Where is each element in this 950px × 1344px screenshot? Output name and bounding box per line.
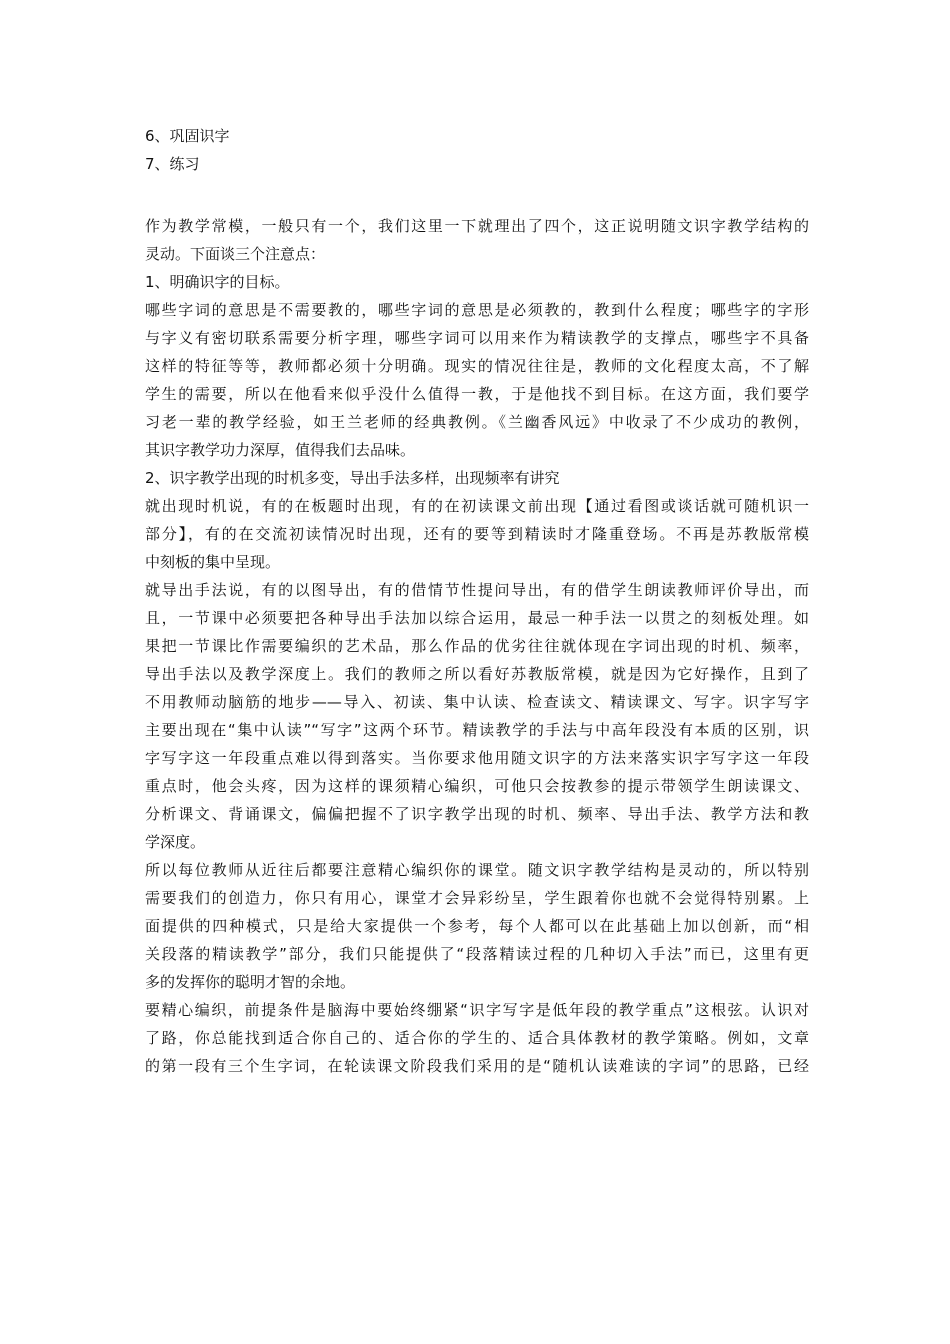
text-line: 了路，你总能找到适合你自己的、适合你的学生的、适合具体教材的教学策略。例如，文章 — [145, 1029, 809, 1047]
text-line: 作为教学常模，一般只有一个，我们这里一下就理出了四个，这正说明随文识字教学结构的 — [145, 217, 809, 235]
document-body — [145, 122, 809, 1080]
text-line: 习老一辈的教学经验，如王兰老师的经典教例。《兰幽香风远》中收录了不少成功的教例， — [145, 413, 809, 431]
paragraph — [145, 464, 809, 492]
text-line: 其识字教学功力深厚，值得我们去品味。 — [145, 441, 416, 459]
text-line: 部分】，有的在交流初读情况时出现，还有的要等到精读时才隆重登场。不再是苏教版常模 — [145, 525, 809, 543]
text-line: 重点时，他会头疼，因为这样的课须精心编织，可他只会按教参的提示带领学生朗读课文、 — [145, 777, 809, 795]
paragraph — [145, 212, 809, 268]
text-line: 主要出现在“集中认读”“写字”这两个环节。精读教学的手法与中高年段没有本质的区别，识 — [145, 721, 809, 739]
list-item: 6、巩固识字 — [145, 127, 230, 145]
text-line: 不用教师动脑筋的地步——导入、初读、集中认读、检查读文、精读课文、写字。识字写字 — [145, 693, 809, 711]
text-line: 所以每位教师从近往后都要注意精心编织你的课堂。随文识字教学结构是灵动的，所以特别 — [145, 861, 809, 879]
paragraph — [145, 996, 809, 1080]
text-line: 学深度。 — [145, 833, 206, 851]
text-line: 果把一节课比作需要编织的艺术品，那么作品的优劣往往就体现在字词出现的时机、频率， — [145, 637, 809, 655]
text-line: 与字义有密切联系需要分析字理，哪些字词可以用来作为精读教学的支撑点，哪些字不具备 — [145, 329, 809, 347]
paragraph — [145, 268, 809, 296]
text-line: 这样的特征等等，教师都必须十分明确。现实的情况往往是，教师的文化程度太高，不了解 — [145, 357, 809, 375]
text-line: 1、明确识字的目标。 — [145, 273, 290, 291]
paragraph — [145, 856, 809, 996]
text-line: 的第一段有三个生字词，在轮读课文阶段我们采用的是“随机认读难读的字词”的思路，已经 — [145, 1057, 809, 1075]
text-line: 2、识字教学出现的时机多变，导出手法多样，出现频率有讲究 — [145, 469, 560, 487]
text-line: 关段落的精读教学”部分，我们只能提供了“段落精读过程的几种切入手法”而已，这里有更 — [145, 945, 809, 963]
text-line: 多的发挥你的聪明才智的余地。 — [145, 973, 356, 991]
text-line: 且，一节课中必须要把各种导出手法加以综合运用，最忌一种手法一以贯之的刻板处理。如 — [145, 609, 809, 627]
numbered-list — [145, 122, 809, 178]
paragraph-gap — [145, 178, 809, 212]
text-line: 就出现时机说，有的在板题时出现，有的在初读课文前出现【通过看图或谈话就可随机识一 — [145, 497, 809, 515]
text-line: 灵动。下面谈三个注意点： — [145, 245, 326, 263]
paragraph — [145, 492, 809, 576]
text-line: 要精心编织，前提条件是脑海中要始终绷紧“识字写字是低年段的教学重点”这根弦。认识对 — [145, 1001, 809, 1019]
text-line: 哪些字词的意思是不需要教的，哪些字词的意思是必须教的，教到什么程度；哪些字的字形 — [145, 301, 809, 319]
body-text — [145, 212, 809, 1080]
paragraph — [145, 576, 809, 856]
text-line: 面提供的四种模式，只是给大家提供一个参考，每个人都可以在此基础上加以创新，而“相 — [145, 917, 809, 935]
list-item: 7、练习 — [145, 155, 200, 173]
paragraph — [145, 296, 809, 464]
text-line: 学生的需要，所以在他看来似乎没什么值得一教，于是他找不到目标。在这方面，我们要学 — [145, 385, 809, 403]
text-line: 中刻板的集中呈现。 — [145, 553, 281, 571]
text-line: 字写字这一年段重点难以得到落实。当你要求他用随文识字的方法来落实识字写字这一年段 — [145, 749, 809, 767]
text-line: 分析课文、背诵课文，偏偏把握不了识字教学出现的时机、频率、导出手法、教学方法和教 — [145, 805, 809, 823]
text-line: 就导出手法说，有的以图导出，有的借情节性提问导出，有的借学生朗读教师评价导出，而 — [145, 581, 809, 599]
text-line: 需要我们的创造力，你只有用心，课堂才会异彩纷呈，学生跟着你也就不会觉得特别累。上 — [145, 889, 809, 907]
text-line: 导出手法以及教学深度上。我们的教师之所以看好苏教版常模，就是因为它好操作，且到了 — [145, 665, 809, 683]
